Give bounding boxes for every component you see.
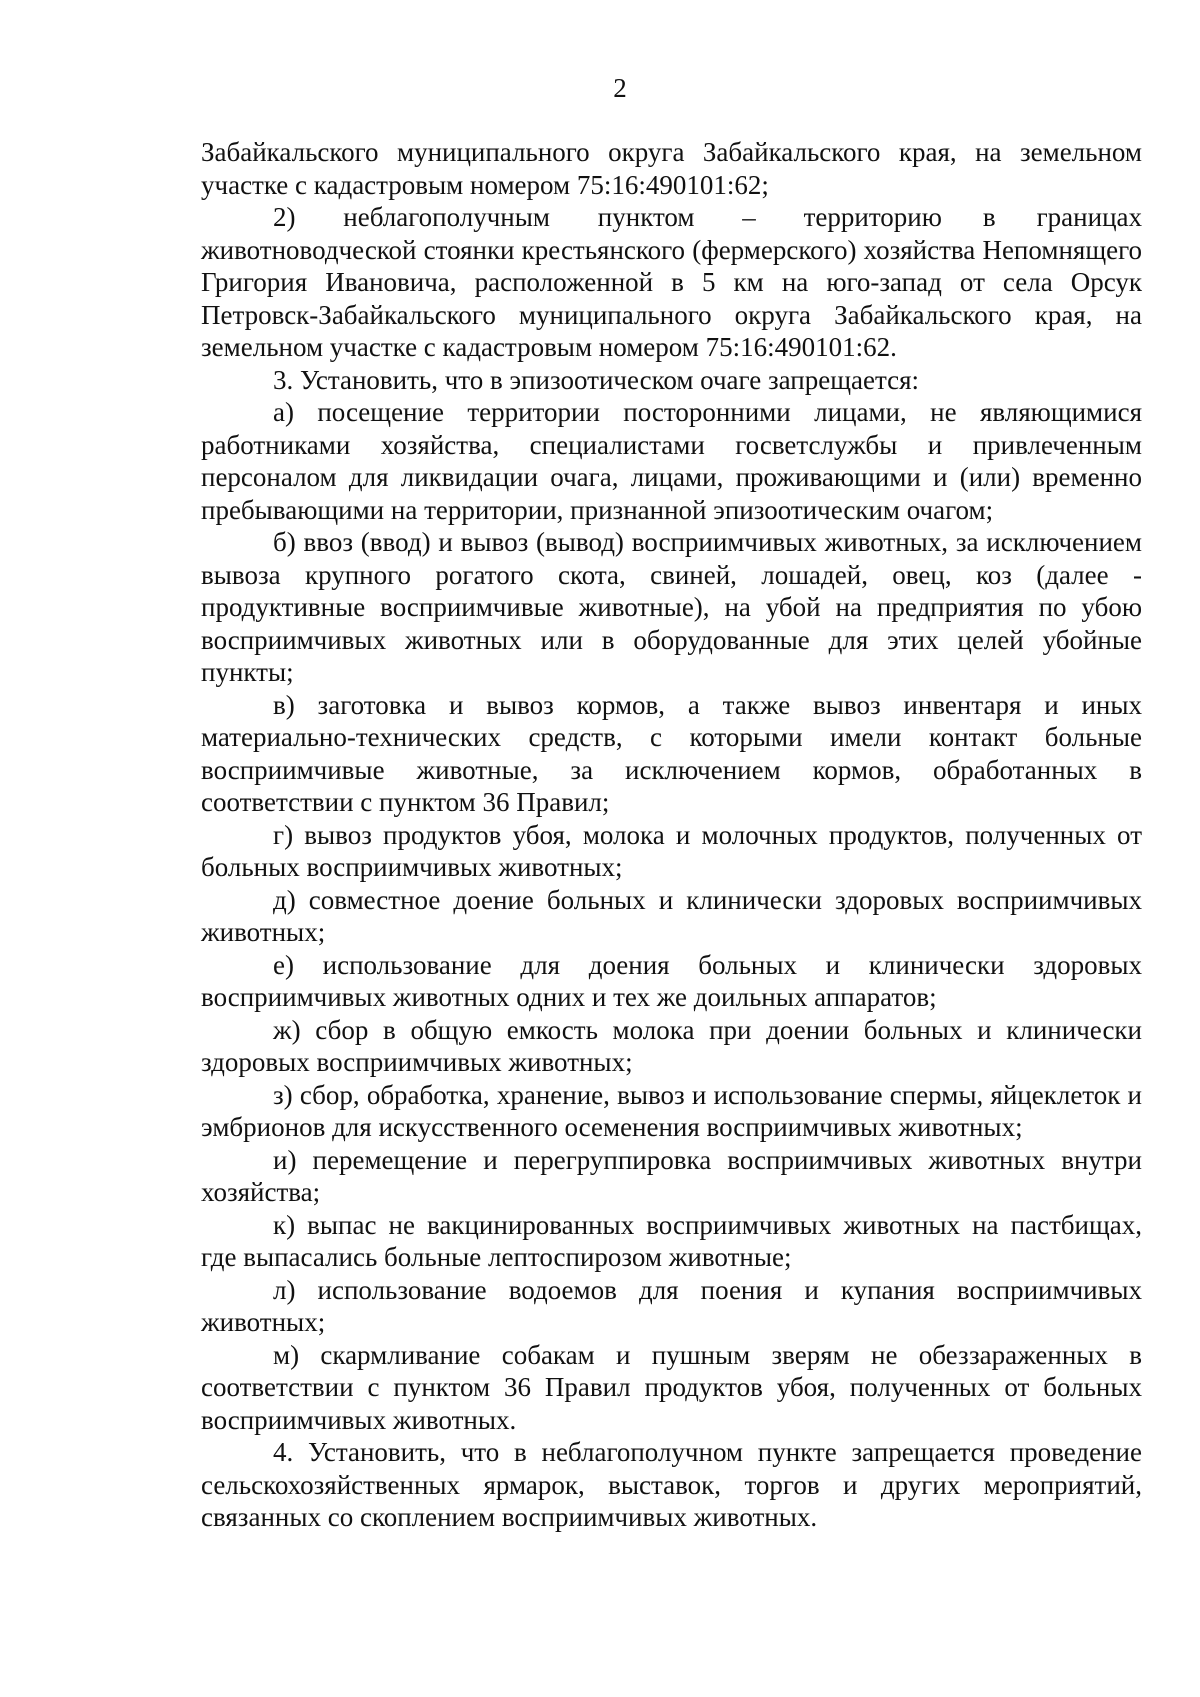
paragraph-item-b: б) ввоз (ввод) и вывоз (вывод) восприимчивых животных, за исключением вывоза крупного рогатого скота, свиней, лошадей, овец, коз (далее - продуктивные восприимчивые животные), на убой на предприятия по убою восприимчивых животных или в оборудованные для этих целей убойные пункты; [201, 527, 1142, 687]
paragraph-continuation: Забайкальского муниципального округа Забайкальского края, на земельном участке с кадастровым номером 75:16:490101:62; [201, 137, 1142, 200]
paragraph-clause-3: 3. Установить, что в эпизоотическом очаге запрещается: [273, 364, 920, 395]
paragraph-item-z: з) сбор, обработка, хранение, вывоз и использование спермы, яйцеклеток и эмбрионов для искусственного осеменения восприимчивых животных; [201, 1079, 1142, 1142]
paragraph-item-a: а) посещение территории посторонними лицами, не являющимися работниками хозяйства, специалистами госветслужбы и привлеченным персоналом для ликвидации очага, лицами, проживающими и (или) временно пребывающими на территории, признанной эпизоотическим очагом; [201, 397, 1142, 525]
paragraph-clause-4: 4. Установить, что в неблагополучном пункте запрещается проведение сельскохозяйственных ярмарок, выставок, торгов и других мероприятий, связанных со скоплением восприимчивых животных. [201, 1437, 1142, 1532]
paragraph-item-m: м) скармливание собакам и пушным зверям не обеззараженных в соответствии с пунктом 36 Правил продуктов убоя, полученных от больных восприимчивых животных. [201, 1339, 1142, 1435]
paragraph-item-g: г) вывоз продуктов убоя, молока и молочных продуктов, полученных от больных восприимчивых животных; [201, 819, 1142, 882]
page-number: 2 [613, 73, 627, 103]
paragraph-item-zh: ж) сбор в общую емкость молока при доении больных и клинически здоровых восприимчивых животных; [201, 1014, 1142, 1077]
paragraph-item-k: к) выпас не вакцинированных восприимчивых животных на пастбищах, где выпасались больные лептоспирозом животные; [201, 1209, 1142, 1272]
paragraph-item-l: л) использование водоемов для поения и купания восприимчивых животных; [201, 1274, 1142, 1337]
paragraph-item-i: и) перемещение и перегруппировка восприимчивых животных внутри хозяйства; [201, 1144, 1142, 1207]
paragraph-item-e: е) использование для доения больных и клинически здоровых восприимчивых животных одних и тех же доильных аппаратов; [201, 949, 1142, 1012]
paragraph-item-2: 2) неблагополучным пунктом – территорию в границах животноводческой стоянки крестьянского (фермерского) хозяйства Непомнящего Григория Ивановича, расположенной в 5 км на юго-запад от села Орсук Петровск-Забайкальского муниципального округа Забайкальского края, на земельном участке с кадастровым номером 75:16:490101:62. [201, 202, 1142, 362]
paragraph-item-v: в) заготовка и вывоз кормов, а также вывоз инвентаря и иных материально-технических средств, с которыми имели контакт больные восприимчивые животные, за исключением кормов, обработанных в соответствии с пунктом 36 Правил; [201, 689, 1142, 817]
paragraph-item-d: д) совместное доение больных и клинически здоровых восприимчивых животных; [201, 884, 1142, 947]
document-body [201, 136, 1142, 1534]
